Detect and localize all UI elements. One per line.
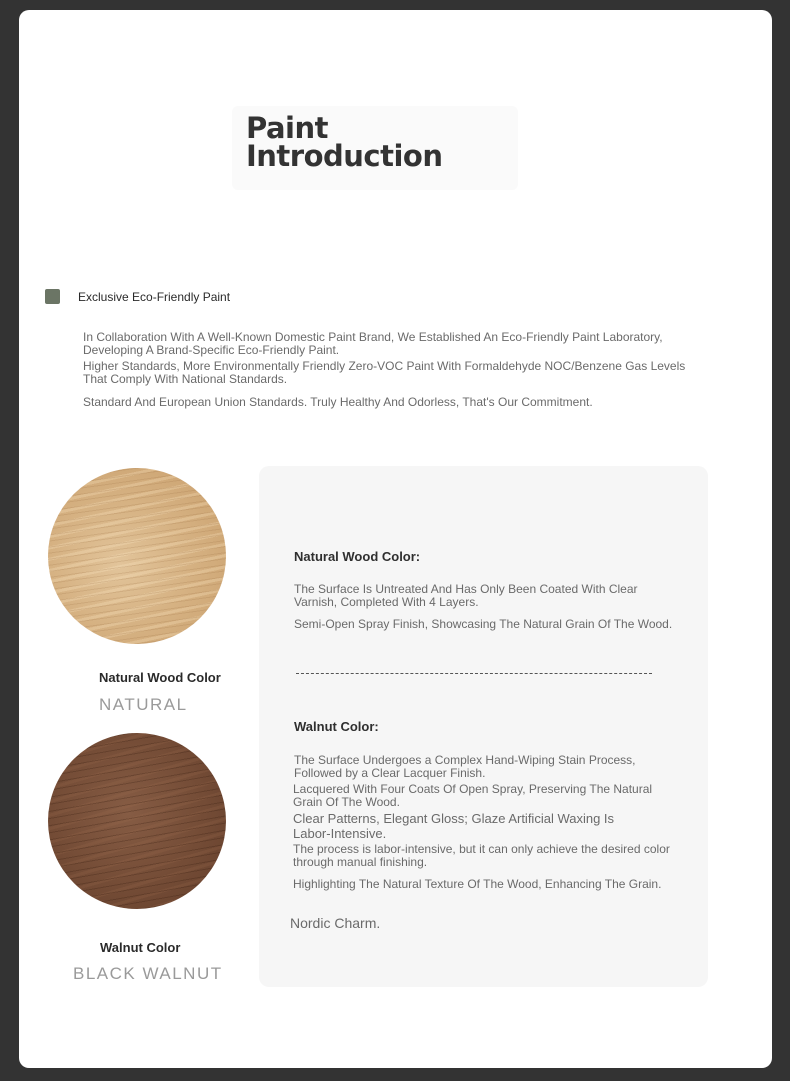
natural-wood-code: NATURAL xyxy=(99,695,188,714)
closing-line: Nordic Charm. xyxy=(290,915,381,931)
natural-wood-name: Natural Wood Color xyxy=(99,670,221,685)
section-divider xyxy=(296,673,652,674)
walnut-swatch xyxy=(48,733,226,909)
walnut-name: Walnut Color xyxy=(100,940,181,955)
intro-text xyxy=(83,331,693,412)
natural-paragraph-2: Semi-Open Spray Finish, Showcasing The Natural Grain Of The Wood. xyxy=(294,617,673,631)
walnut-paragraph-2: Lacquered With Four Coats Of Open Spray, Preserving The Natural Grain Of The Wood. xyxy=(293,782,653,809)
walnut-paragraph-1: The Surface Undergoes a Complex Hand-Wiping Stain Process, Followed by a Clear Lacquer Finish. xyxy=(294,753,636,780)
page-title xyxy=(246,111,443,173)
walnut-paragraph-3: Clear Patterns, Elegant Gloss; Glaze Artificial Waxing Is Labor-Intensive. xyxy=(293,811,615,841)
title-line-2: Introduction xyxy=(246,139,443,173)
badge-square-icon xyxy=(45,289,60,304)
natural-section-title: Natural Wood Color: xyxy=(294,549,421,564)
intro-paragraph-3: Standard And European Union Standards. Truly Healthy And Odorless, That's Our Commitment. xyxy=(83,395,593,409)
badge-label: Exclusive Eco-Friendly Paint xyxy=(78,290,231,304)
walnut-code: BLACK WALNUT xyxy=(73,964,223,983)
natural-wood-swatch xyxy=(48,468,226,644)
natural-paragraph-1: The Surface Is Untreated And Has Only Been Coated With Clear Varnish, Completed With 4 Layers. xyxy=(294,582,638,609)
walnut-paragraph-5: Highlighting The Natural Texture Of The Wood, Enhancing The Grain. xyxy=(293,877,662,891)
intro-paragraph-2: Higher Standards, More Environmentally Friendly Zero-VOC Paint With Formaldehyde NOC/Benzene Gas Levels That Comply With National Standards. xyxy=(83,359,686,386)
intro-paragraph-1: In Collaboration With A Well-Known Domestic Paint Brand, We Established An Eco-Friendly Paint Laboratory, Developing A Brand-Specific Eco-Friendly Paint. xyxy=(83,330,663,357)
walnut-section-title: Walnut Color: xyxy=(294,719,379,734)
title-line-1: Paint xyxy=(246,111,328,145)
walnut-paragraph-4: The process is labor-intensive, but it can only achieve the desired color through manual finishing. xyxy=(293,842,670,869)
